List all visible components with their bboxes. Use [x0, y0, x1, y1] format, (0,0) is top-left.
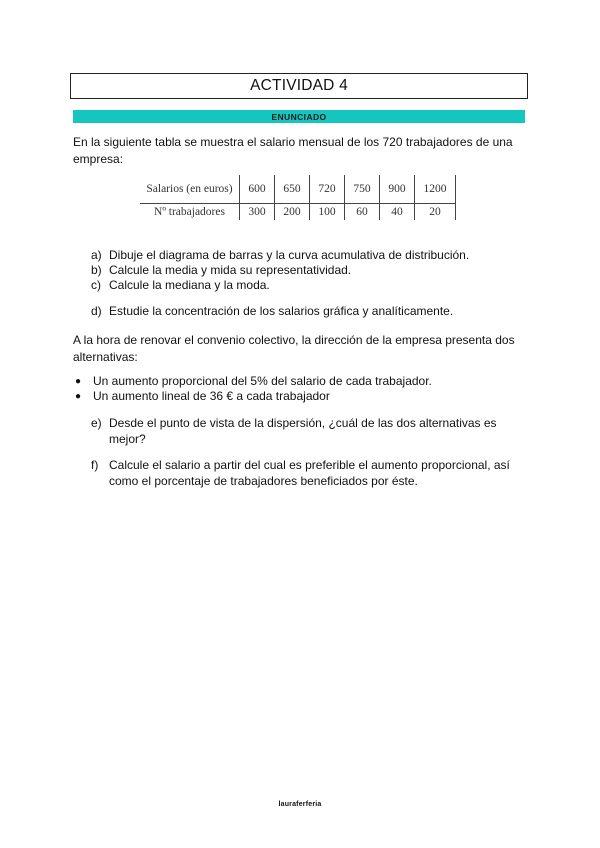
question-text: Desde el punto de vista de la dispersión, ¿cuál de las dos alternativas es mejor?	[109, 416, 497, 446]
question-marker: d)	[91, 304, 102, 318]
workers-cell: 60	[345, 204, 380, 221]
question-a	[91, 248, 531, 264]
salary-row	[140, 175, 456, 204]
activity-title: ACTIVIDAD 4	[70, 73, 528, 99]
question-marker: b)	[91, 263, 102, 277]
salary-cell: 600	[240, 175, 275, 204]
question-e	[91, 416, 511, 447]
salary-table	[140, 175, 456, 220]
question-b	[91, 263, 531, 279]
question-marker: f)	[91, 458, 99, 472]
question-marker: e)	[91, 416, 102, 430]
bullet-proportional	[75, 374, 432, 390]
alternatives-paragraph: A la hora de renovar el convenio colectivo, la dirección de la empresa presenta dos alternativas:	[73, 333, 515, 364]
workers-cell: 100	[310, 204, 345, 221]
workers-row-label: Nº trabajadores	[140, 204, 240, 221]
salary-cell: 900	[380, 175, 415, 204]
bullet-text: Un aumento lineal de 36 € a cada trabajador	[93, 389, 330, 403]
question-c	[91, 278, 531, 294]
salary-cell: 1200	[415, 175, 456, 204]
workers-cell: 40	[380, 204, 415, 221]
bullet-text: Un aumento proporcional del 5% del salario de cada trabajador.	[93, 374, 432, 388]
question-text: Calcule la media y mida su representatividad.	[109, 263, 352, 277]
workers-cell: 20	[415, 204, 456, 221]
salary-cell: 750	[345, 175, 380, 204]
workers-cell: 300	[240, 204, 275, 221]
question-text: Dibuje el diagrama de barras y la curva acumulativa de distribución.	[109, 248, 470, 262]
question-text: Estudie la concentración de los salarios gráfica y analíticamente.	[109, 304, 454, 318]
intro-paragraph: En la siguiente tabla se muestra el salario mensual de los 720 trabajadores de una empresa:	[73, 135, 513, 166]
workers-cell: 200	[275, 204, 310, 221]
bullet-dot-icon: ●	[75, 391, 82, 402]
salary-cell: 650	[275, 175, 310, 204]
statement-banner: ENUNCIADO	[73, 110, 525, 123]
question-text: Calcule el salario a partir del cual es preferible el aumento proporcional, así como el porcentaje de trabajadores beneficiados por éste.	[109, 458, 510, 488]
footer-author: lauraferferia	[278, 801, 322, 808]
workers-row	[140, 204, 456, 221]
bullet-linear	[75, 389, 330, 405]
salary-row-label: Salarios (en euros)	[146, 183, 233, 195]
question-text: Calcule la mediana y la moda.	[109, 278, 270, 292]
salary-cell: 720	[310, 175, 345, 204]
question-d	[91, 304, 531, 320]
question-marker: c)	[91, 278, 101, 292]
bullet-dot-icon: ●	[75, 376, 82, 387]
question-marker: a)	[91, 248, 102, 262]
question-f	[91, 458, 521, 489]
